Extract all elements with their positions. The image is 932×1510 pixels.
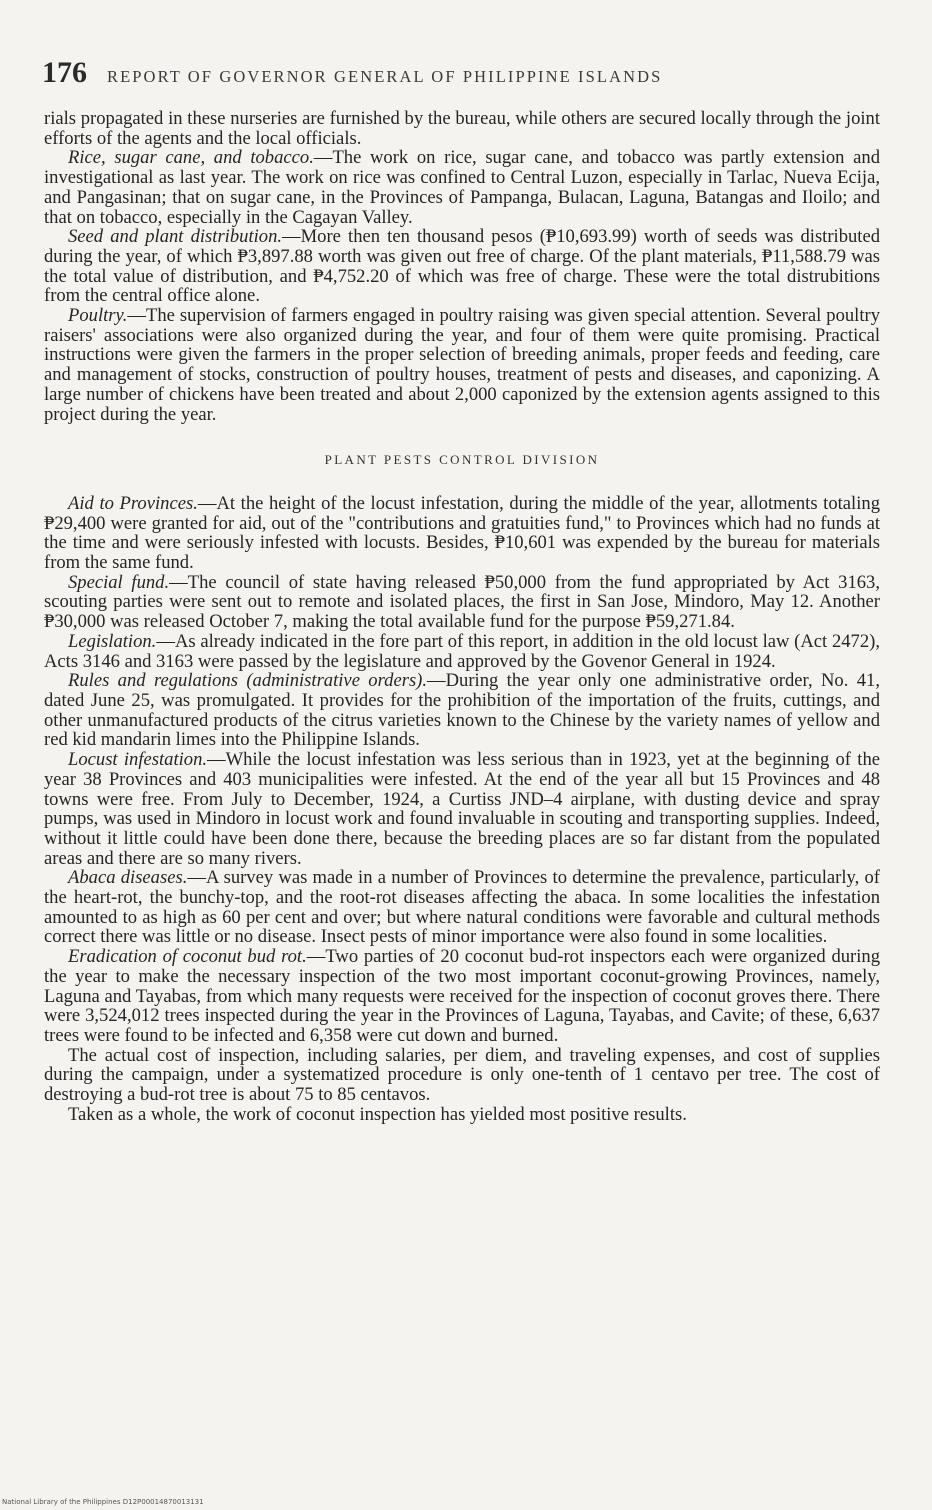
paragraph-lead: Eradication of coconut bud rot.: [68, 946, 307, 968]
paragraph: [44, 227, 880, 306]
paragraph-text: —While the locust infestation was less serious than in 1923, yet at the beginning of the year 38 Provinces and 403 municipalities were infested. At the end of the year all but 15 Provinces and 48 towns were free. From July to December, 1924, a Curtiss JND–4 airplane, with dusting device and spray pumps, was used in Mindoro in locust work and found invaluable in scouting and transporting supplies. Indeed, without it little could have been done there, because the breeding places are so far distant from the populated areas and there are so many rivers.: [44, 749, 880, 869]
paragraph-text: —At the height of the locust infestation, during the middle of the year, allotments totaling ₱29,400 were granted for aid, out of the "contributions and gratuities fund," to Provinces which had no funds at the time and were seriously infested with locusts. Besides, ₱10,601 was expended by the bureau for materials from the same fund.: [44, 492, 880, 574]
page-header: [42, 56, 882, 90]
paragraph-text: Taken as a whole, the work of coconut inspection has yielded most positive results.: [68, 1103, 687, 1125]
paragraph: [44, 306, 880, 424]
paragraph: [44, 494, 880, 573]
paragraphs-bottom: [44, 494, 880, 1125]
paragraph-text: —The supervision of farmers engaged in poultry raising was given special attention. Several poultry raisers' associations were also organized during the year, and four of them were quite promising. Practical instructions were given the farmers in the proper selection of breeding animals, proper feeds and feeding, care and management of stocks, construction of poultry houses, treatment of pests and diseases, and caponizing. A large number of chickens have been treated and about 2,000 caponized by the extension agents assigned to this project during the year.: [44, 305, 880, 425]
paragraph: [44, 868, 880, 947]
paragraph-text: —The work on rice, sugar cane, and tobacco was partly extension and investigational as last year. The work on rice was confined to Central Luzon, especially in Tarlac, Nueva Ecija, and Pangasinan; that on sugar cane, in the Provinces of Pampanga, Bulacan, Laguna, Batangas and Iloilo; and that on tobacco, especially in the Cagayan Valley.: [44, 147, 880, 228]
section-heading: PLANT PESTS CONTROL DIVISION: [324, 452, 600, 468]
paragraph-text: —More then ten thousand pesos (₱10,693.99) worth of seeds was distributed during the year, of which ₱3,897.88 worth was given out free of charge. Of the plant materials, ₱11,588.79 was the total value of distribution, and ₱4,752.20 of which was free of charge. These were the total distrubitions from the central office alone.: [44, 226, 881, 307]
paragraph: [44, 632, 880, 671]
paragraph: [44, 573, 880, 632]
paragraphs-top: [44, 109, 880, 424]
paragraph-text: The actual cost of inspection, including salaries, per diem, and traveling expenses, and cost of supplies during the campaign, under a systematized procedure is only one-tenth of 1 centavo per tree. The cost of destroying a bud-rot tree is about 75 to 85 centavos.: [44, 1044, 880, 1106]
running-title: REPORT OF GOVERNOR GENERAL OF PHILIPPINE ISLANDS: [107, 67, 663, 86]
paragraph-text: —A survey was made in a number of Provinces to determine the prevalence, particularly, of the heart-rot, the bunchy-top, and the root-rot diseases affecting the abaca. In some localities the infestation amounted to as high as 60 per cent and over; but where natural conditions were favorable and cultural methods correct there was little or no disease. Insect pests of minor importance were also found in some localities.: [44, 867, 880, 948]
paragraph: [44, 109, 880, 148]
paragraph-lead: Locust infestation.: [68, 749, 208, 771]
paragraph-text: —The council of state having released ₱50,000 from the fund appropriated by Act 3163, scouting parties were sent out to remote and isolated places, the first in San Jose, Mindoro, May 12. Another ₱30,000 was released October 7, making the total available fund for the purpose ₱59,271.84.: [44, 571, 880, 633]
paragraph-text: —As already indicated in the fore part of this report, in addition in the old locust law (Act 2472), Acts 3146 and 3163 were passed by the legislature and approved by the Govenor General in 1924.: [44, 630, 880, 672]
paragraph-lead: Poultry.: [68, 305, 128, 327]
paragraph: [44, 1046, 880, 1105]
page-number: 176: [42, 56, 87, 89]
paragraph-text: —During the year only one administrative order, No. 41, dated June 25, was promulgated. It provides for the prohibition of the importation of the fruits, cuttings, and other unmanufactured products of the citrus varieties known to the Chinese by the variety names of yellow and red kid mandarin limes into the Philippine Islands.: [44, 670, 880, 751]
paragraph: [44, 148, 880, 227]
paragraph-lead: Rice, sugar cane, and tobacco.: [68, 147, 314, 169]
page-body: [44, 109, 880, 1124]
paragraph: [44, 671, 880, 750]
scan-credit: National Library of the Philippines D12P00014870013131: [2, 1498, 204, 1506]
paragraph-lead: Special fund.: [68, 571, 170, 593]
paragraph-lead: Rules and regulations (administrative orders).: [68, 670, 428, 692]
paragraph: [44, 750, 880, 868]
paragraph-text: rials propagated in these nurseries are furnished by the bureau, while others are secured locally through the joint efforts of the agents and the local officials.: [44, 108, 880, 149]
paragraph-text: —Two parties of 20 coconut bud-rot inspectors each were organized during the year to make the necessary inspection of the two most important coconut-growing Provinces, namely, Laguna and Tayabas, from which many requests were received for the inspection of coconut groves there. There were 3,524,012 trees inspected during the year in the Provinces of Laguna, Tayabas, and Cavite; of these, 6,637 trees were found to be infected and 6,358 were cut down and burned.: [44, 946, 880, 1046]
paragraph: [44, 947, 880, 1046]
paragraph-lead: Aid to Provinces.: [68, 492, 198, 514]
paragraph: [44, 1105, 880, 1125]
paragraph-lead: Abaca diseases.: [68, 867, 188, 889]
paragraph-lead: Legislation.: [68, 630, 157, 652]
paragraph-lead: Seed and plant distribution.: [68, 226, 283, 248]
